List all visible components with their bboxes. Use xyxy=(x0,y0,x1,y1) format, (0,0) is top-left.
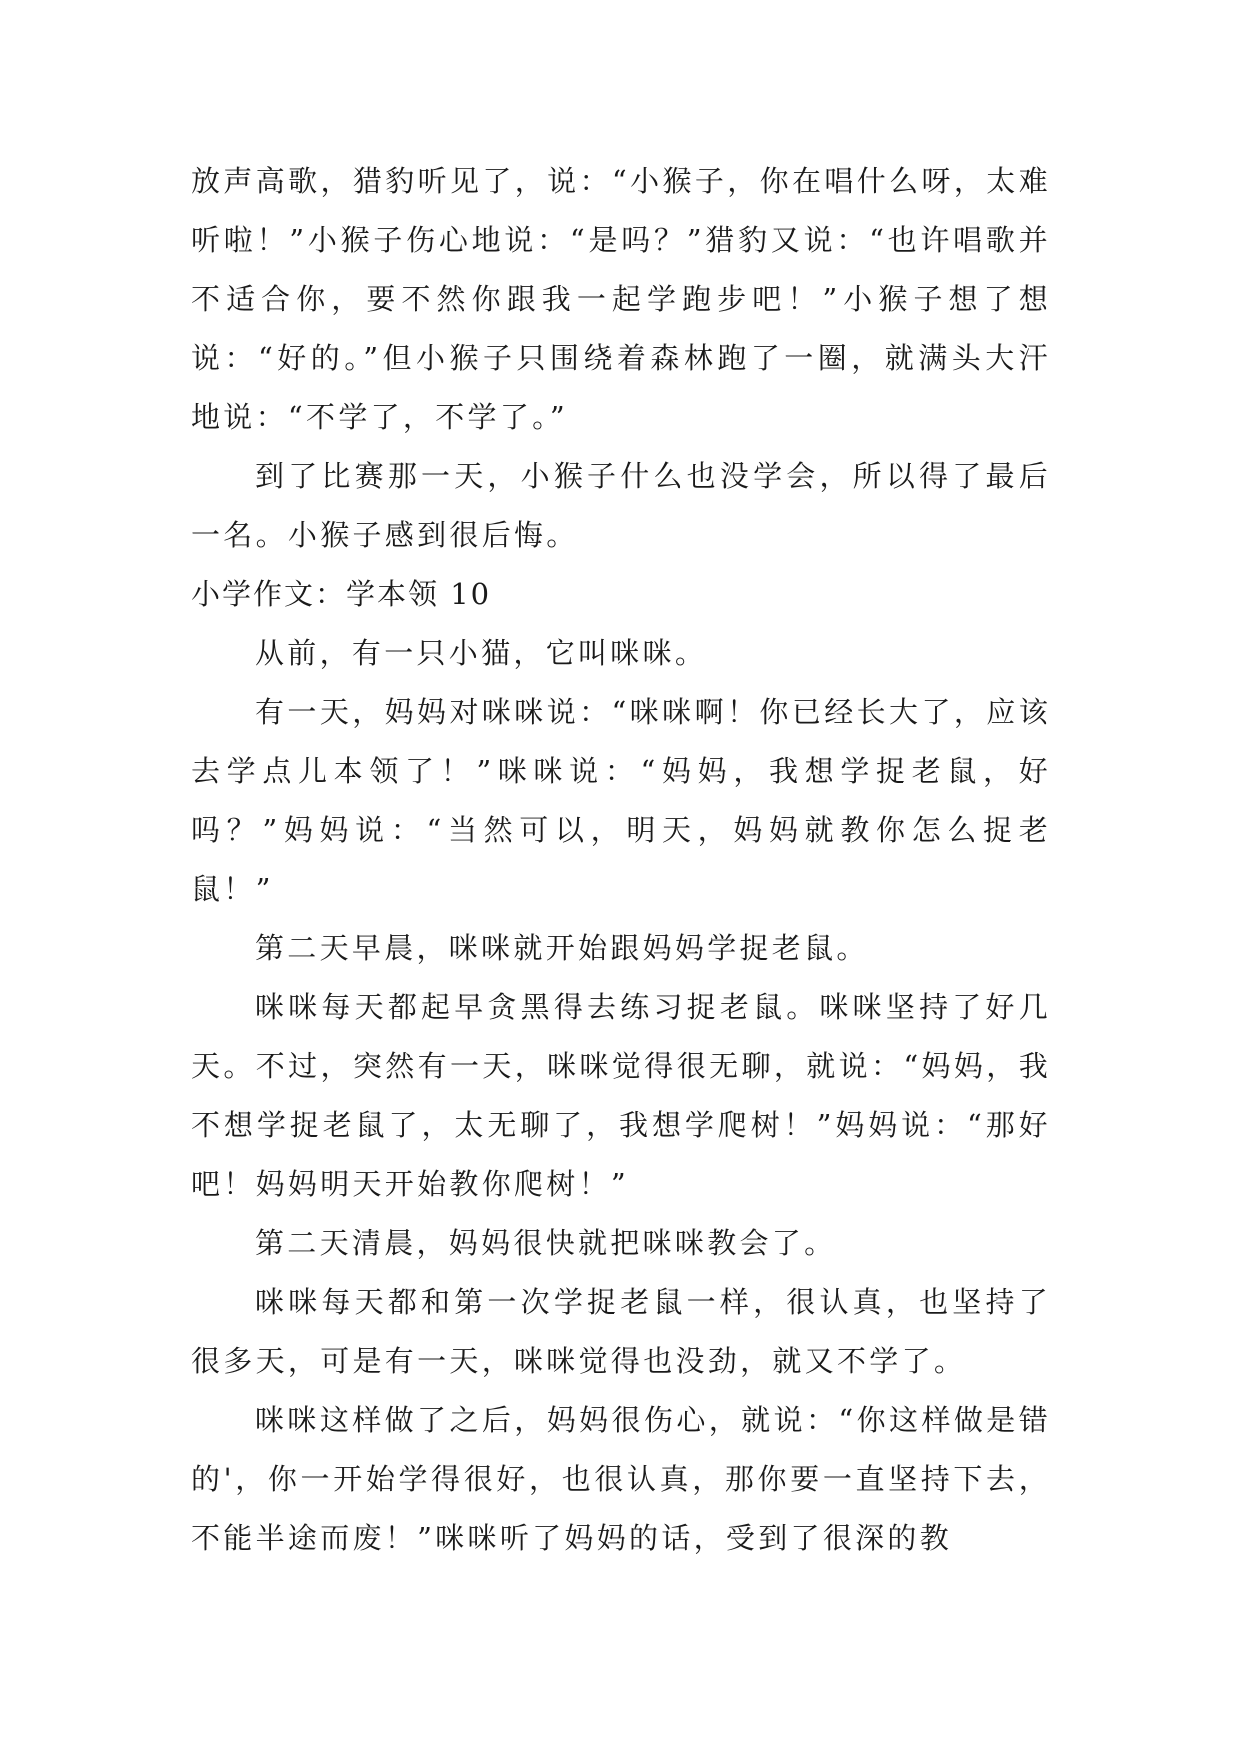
paragraph: 从前，有一只小猫，它叫咪咪。 xyxy=(255,636,708,670)
paragraph: 第二天早晨，咪咪就开始跟妈妈学捉老鼠。 xyxy=(255,931,869,965)
paragraph-continued: 放声高歌，猎豹听见了，说：“小猴子，你在唱什么呀，太难听啦！”小猴子伤心地说：“是吗？”猎豹又说：“也许唱歌并不适合你，要不然你跟我一起学跑步吧！”小猴子想了想说：“好的。”但小猴子只围绕着森林跑了一圈，就满头大汗地说：“不学了，不学了。” xyxy=(191,164,1051,434)
paragraph: 咪咪这样做了之后，妈妈很伤心，就说：“你这样做是错的'，你一开始学得很好，也很认真，那你要一直坚持下去，不能半途而废！”咪咪听了妈妈的话，受到了很深的教 xyxy=(191,1403,1051,1555)
document-body xyxy=(191,152,1051,1568)
paragraph: 有一天，妈妈对咪咪说：“咪咪啊！你已经长大了，应该去学点儿本领了！”咪咪说：“妈妈，我想学捉老鼠，好吗？”妈妈说：“当然可以，明天，妈妈就教你怎么捉老鼠！” xyxy=(191,695,1051,906)
paragraph: 咪咪每天都和第一次学捉老鼠一样，很认真，也坚持了很多天，可是有一天，咪咪觉得也没劲，就又不学了。 xyxy=(191,1285,1051,1378)
paragraph: 咪咪每天都起早贪黑得去练习捉老鼠。咪咪坚持了好几天。不过，突然有一天，咪咪觉得很无聊，就说：“妈妈，我不想学捉老鼠了，太无聊了，我想学爬树！”妈妈说：“那好吧！妈妈明天开始教你爬树！” xyxy=(191,990,1051,1201)
paragraph: 第二天清晨，妈妈很快就把咪咪教会了。 xyxy=(255,1226,837,1260)
paragraph: 到了比赛那一天，小猴子什么也没学会，所以得了最后一名。小猴子感到很后悔。 xyxy=(191,459,1051,552)
section-heading: 小学作文：学本领 10 xyxy=(191,577,492,611)
